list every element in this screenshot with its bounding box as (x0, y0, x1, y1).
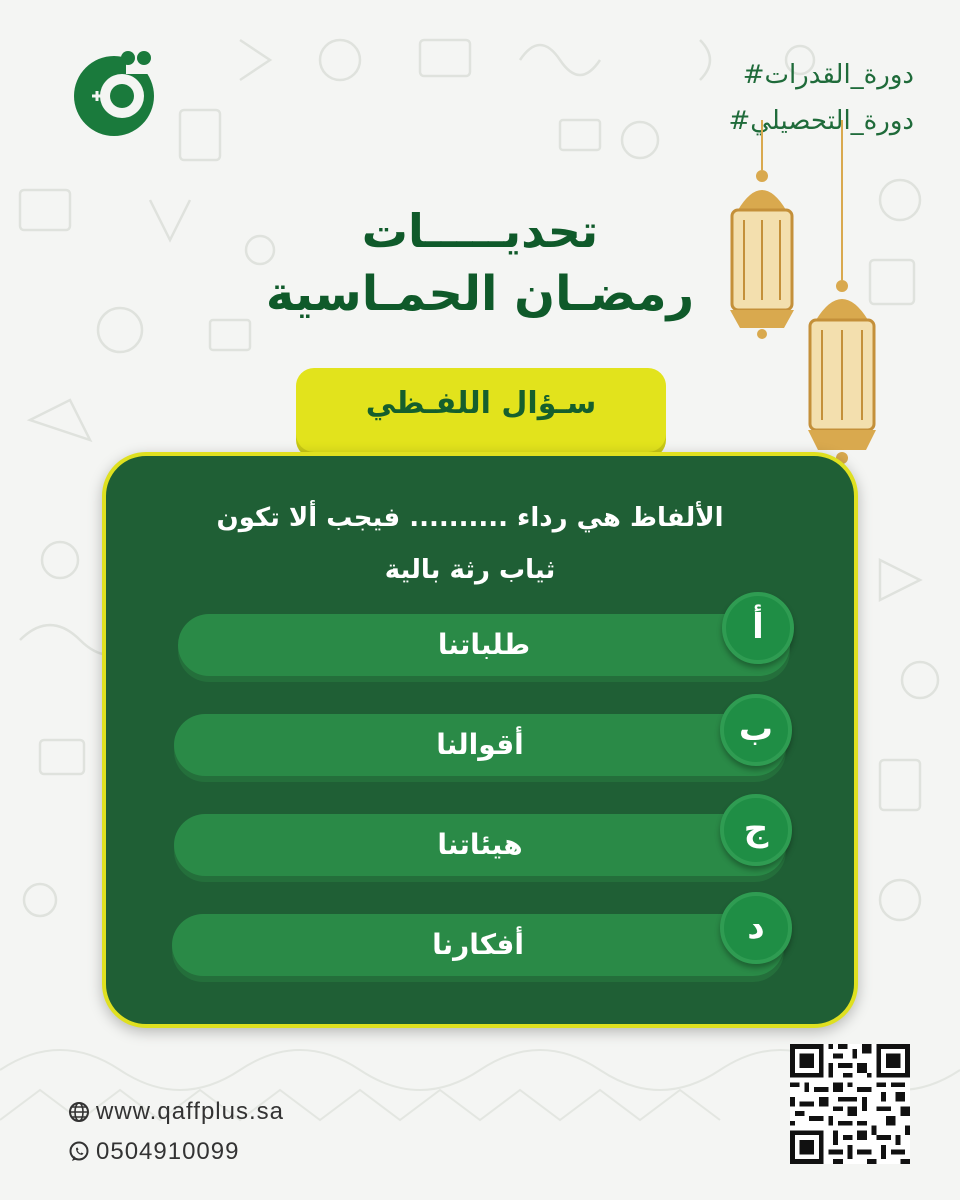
question-line-2: ثياب رثة بالية (384, 555, 556, 585)
page-title (230, 200, 730, 326)
phone-text: 0504910099 (96, 1138, 240, 1165)
qr-code (790, 1044, 910, 1164)
option-c-text: هيئاتنا (437, 828, 523, 861)
title-line-2: رمضـان الحمـاسية (265, 266, 695, 322)
lanterns-decoration (720, 120, 900, 480)
qaff-plus-logo (66, 44, 162, 140)
hashtag-tahsili: #دورة_التحصيلي (728, 106, 914, 136)
website-link[interactable] (68, 1098, 284, 1126)
website-text: www.qaffplus.sa (96, 1098, 284, 1125)
phone-link[interactable] (68, 1138, 239, 1166)
option-c-letter-badge: ج (720, 794, 792, 866)
question-type-tag (296, 368, 666, 452)
option-d-text: أفكارنا (432, 928, 524, 961)
option-d[interactable] (172, 914, 784, 976)
option-a-letter-badge: أ (722, 592, 794, 664)
option-c[interactable] (174, 814, 786, 876)
title-line-1: تحديـــــات (361, 204, 599, 258)
question-type-label: سـؤال اللفـظي (365, 386, 597, 421)
option-b-text: أقوالنا (436, 728, 524, 761)
option-d-letter-badge: د (720, 892, 792, 964)
question-line-1: الألفاظ هي رداء .......... فيجب ألا تكون (216, 503, 724, 533)
option-a-text: طلباتنا (437, 628, 531, 661)
option-b-letter-badge: ب (720, 694, 792, 766)
whatsapp-icon (68, 1141, 90, 1163)
globe-icon (68, 1101, 90, 1123)
option-a[interactable] (178, 614, 790, 676)
option-b[interactable] (174, 714, 786, 776)
lantern-left (730, 170, 794, 339)
question-text (160, 492, 780, 596)
hashtag-qudrat: #دورة_القدرات (742, 60, 914, 90)
lantern-right (808, 280, 876, 464)
